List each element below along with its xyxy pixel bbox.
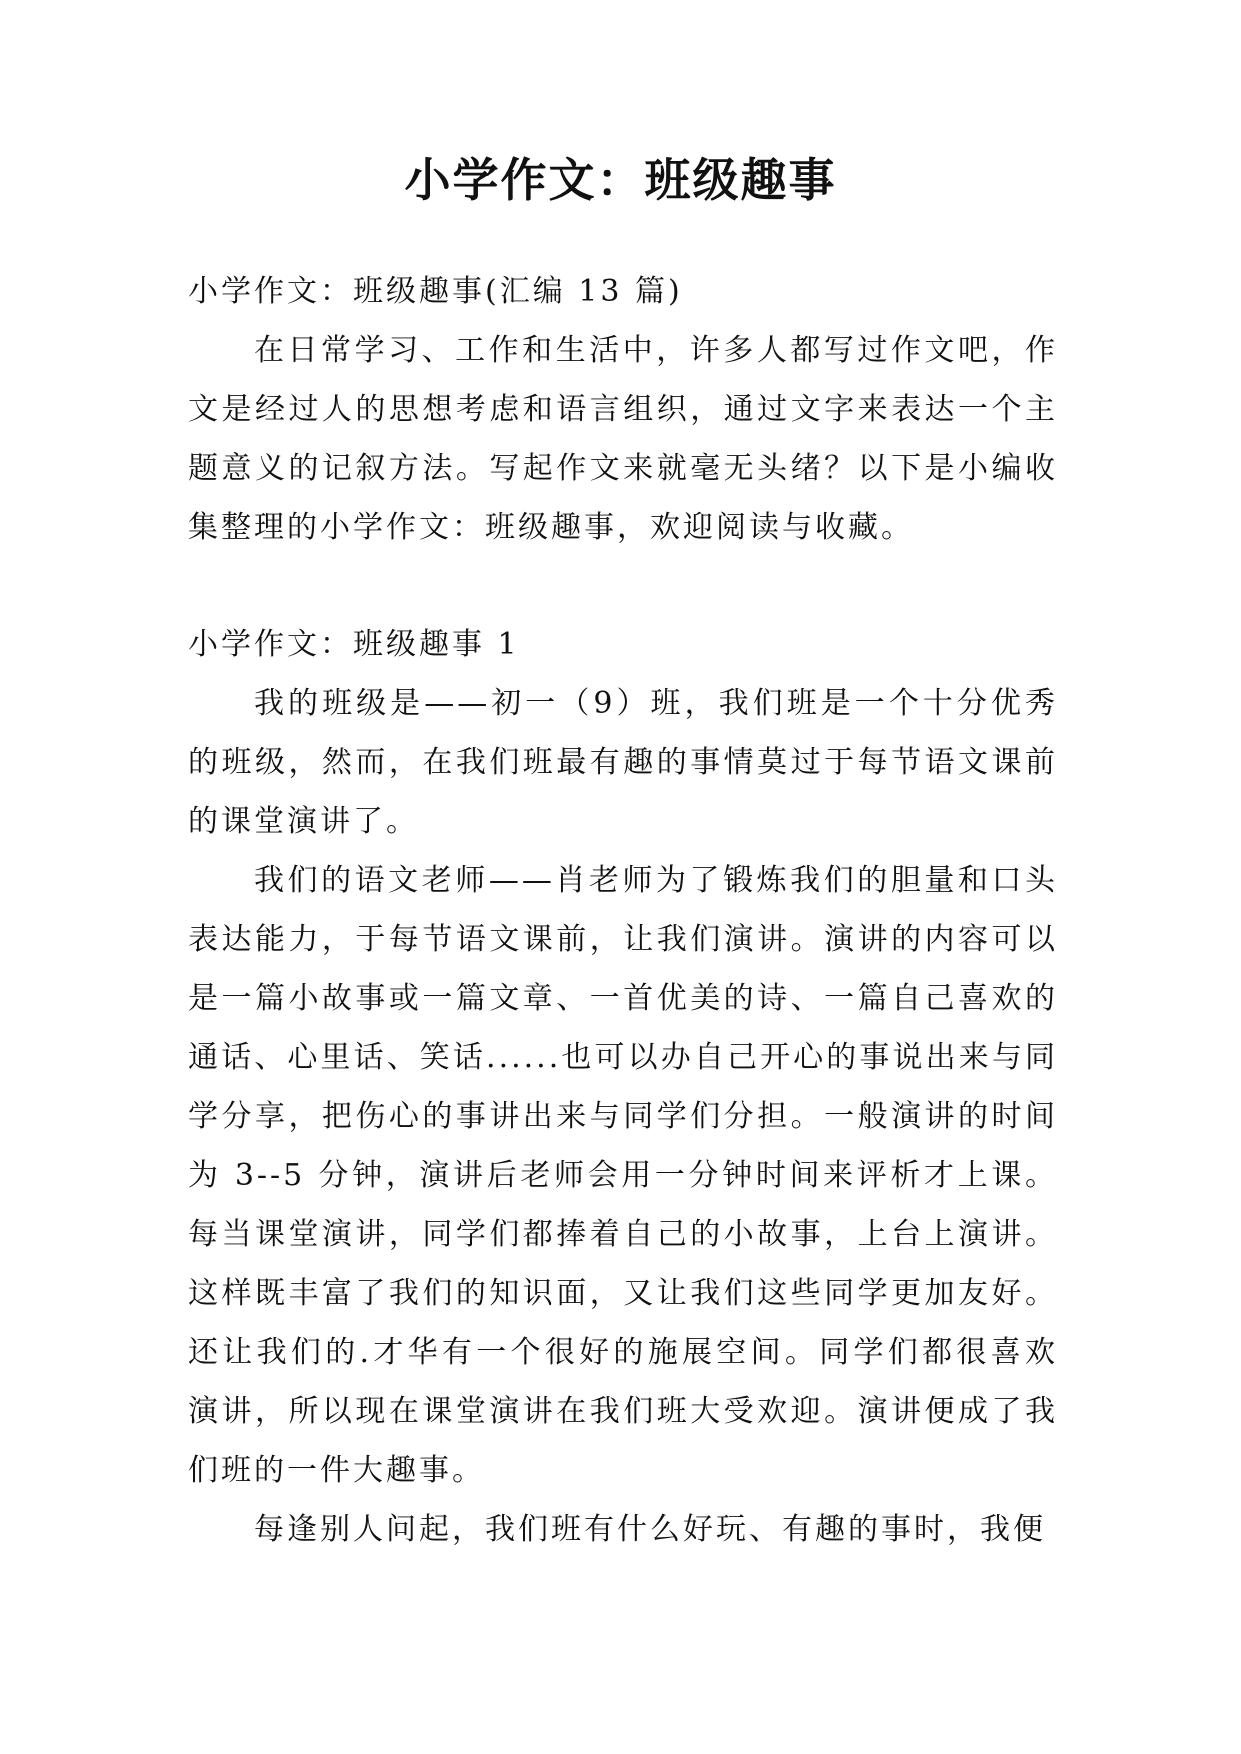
document-title: 小学作文：班级趣事 bbox=[404, 153, 837, 207]
document-subtitle: 小学作文：班级趣事(汇编 13 篇) bbox=[188, 274, 683, 309]
intro-paragraph: 在日常学习、工作和生活中，许多人都写过作文吧，作文是经过人的思想考虑和语言组织，通过文字来表达一个主题意义的记叙方法。写起作文来就毫无头绪？以下是小编收集整理的小学作文：班级趣事，欢迎阅读与收藏。 bbox=[188, 333, 1058, 545]
section-paragraph-3: 每逢别人问起，我们班有什么好玩、有趣的事时，我便 bbox=[254, 1512, 1046, 1547]
section-paragraph-2: 我们的语文老师——肖老师为了锻炼我们的胆量和口头表达能力，于每节语文课前，让我们演讲。演讲的内容可以是一篇小故事或一篇文章、一首优美的诗、一篇自己喜欢的通话、心里话、笑话......也可以办自己开心的事说出来与同学分享，把伤心的事讲出来与同学们分担。一般演讲的时间为 3--5 分钟，演讲后老师会用一分钟时间来评析才上课。每当课堂演讲，同学们都捧着自己的小故事，上台上演讲。这样既丰富了我们的知识面，又让我们这些同学更加友好。还让我们的.才华有一个很好的施展空间。同学们都很喜欢演讲，所以现在课堂演讲在我们班大受欢迎。演讲便成了我们班的一件大趣事。 bbox=[188, 863, 1058, 1488]
section-paragraph-1: 我的班级是——初一（9）班，我们班是一个十分优秀的班级，然而，在我们班最有趣的事情莫过于每节语文课前的课堂演讲了。 bbox=[188, 686, 1058, 839]
section-heading: 小学作文：班级趣事 1 bbox=[188, 627, 520, 662]
document-body bbox=[188, 262, 1058, 1559]
section-spacer bbox=[188, 557, 1058, 615]
